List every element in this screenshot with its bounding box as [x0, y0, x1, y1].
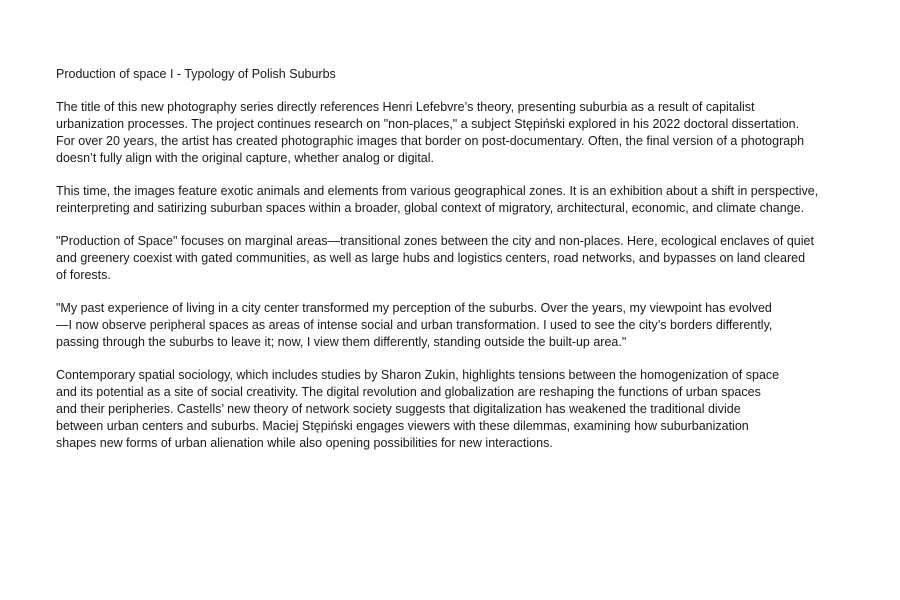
article: [56, 66, 866, 468]
paragraph-artist-quote: [56, 300, 866, 351]
paragraph-spatial-sociology: [56, 367, 866, 452]
text-line: and greenery coexist with gated communities, as well as large hubs and logistics centers, road networks, and bypasses on land cleared: [56, 251, 806, 265]
article-title: Production of space I - Typology of Polish Suburbs: [56, 67, 336, 81]
text-line: and their peripheries. Castells’ new theory of network society suggests that digitalization has weakened the traditional divide: [56, 402, 741, 416]
text-line: "My past experience of living in a city center transformed my perception of the suburbs. Over the years, my viewpoint has evolved: [56, 301, 772, 315]
text-line: urbanization processes. The project continues research on "non-places," a subject Stępiński explored in his 2022 doctoral dissertation.: [56, 117, 800, 131]
paragraph-exotic-animals: [56, 183, 866, 217]
text-line: For over 20 years, the artist has created photographic images that border on post-documentary. Often, the final version of a photograph: [56, 134, 805, 148]
text-line: "Production of Space" focuses on marginal areas—transitional zones between the city and non-places. Here, ecological enclaves of quiet: [56, 234, 814, 248]
paragraph-marginal-areas: [56, 233, 866, 284]
text-line: shapes new forms of urban alienation while also opening possibilities for new interactions.: [56, 436, 553, 450]
text-line: This time, the images feature exotic animals and elements from various geographical zones. It is an exhibition about a shift in perspective,: [56, 184, 819, 198]
text-line: reinterpreting and satirizing suburban spaces within a broader, global context of migratory, architectural, economic, and climate change.: [56, 201, 805, 215]
text-line: and its potential as a site of social creativity. The digital revolution and globalization are reshaping the functions of urban spaces: [56, 385, 761, 399]
text-line: of forests.: [56, 268, 111, 282]
text-line: —I now observe peripheral spaces as areas of intense social and urban transformation. I used to see the city’s borders differently,: [56, 318, 773, 332]
text-line: Contemporary spatial sociology, which includes studies by Sharon Zukin, highlights tensions between the homogenization of space: [56, 368, 780, 382]
paragraph-lefebvre: [56, 99, 866, 167]
text-line: passing through the suburbs to leave it; now, I view them differently, standing outside the built-up area.": [56, 335, 627, 349]
text-line: The title of this new photography series directly references Henri Lefebvre’s theory, presenting suburbia as a result of capitalist: [56, 100, 755, 114]
text-line: between urban centers and suburbs. Maciej Stępiński engages viewers with these dilemmas, examining how suburbanization: [56, 419, 749, 433]
text-line: doesn’t fully align with the original capture, whether analog or digital.: [56, 151, 435, 165]
